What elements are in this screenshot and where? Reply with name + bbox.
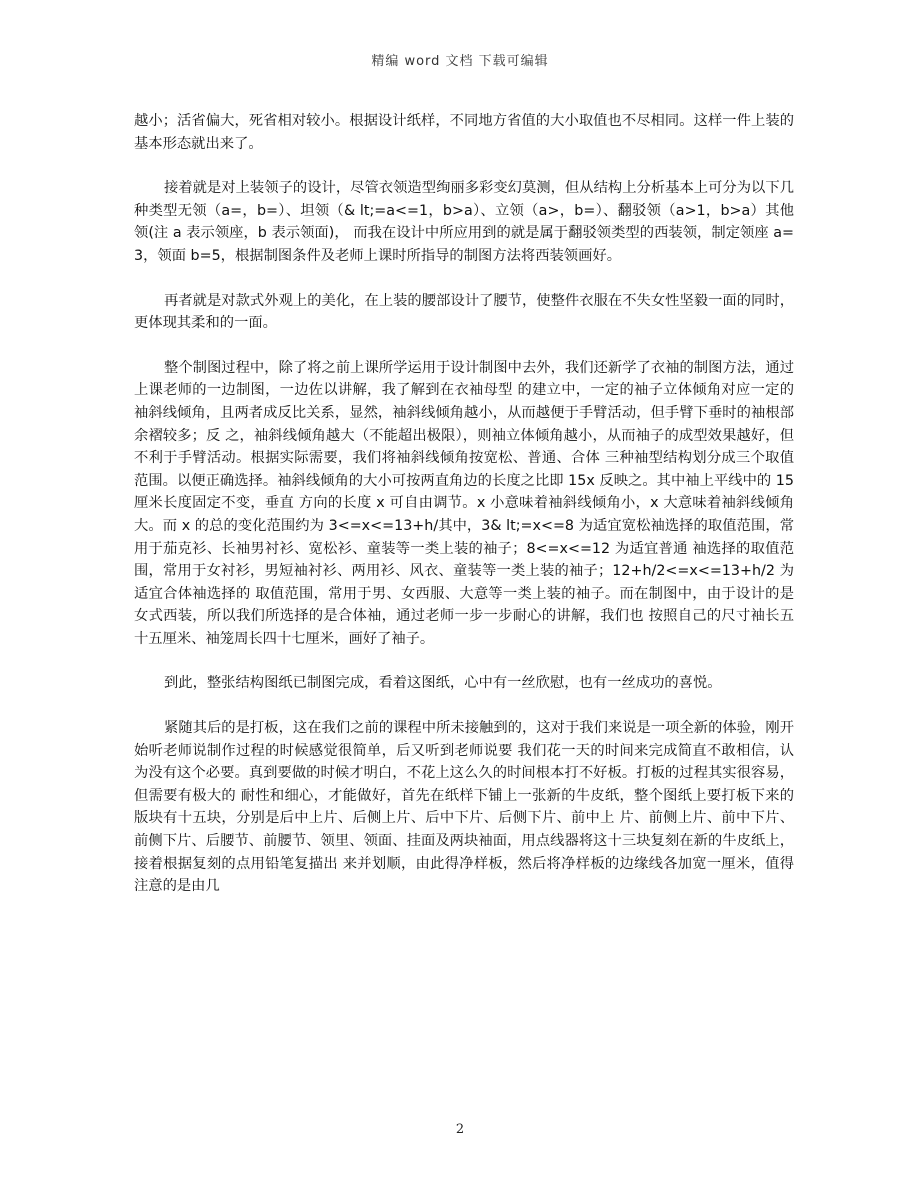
page-header: 精编 word 文档 下载可编辑: [371, 54, 549, 69]
paragraph-sleeve: [134, 357, 794, 651]
paragraph-text: 紧随其后的是打板，这在我们之前的课程中所未接触到的，这对于我们来说是一项全新的体验，刚开始听老师说制作过程的时候感觉很简单，后又听到老师说要 我们花一天的时间来完成简直不敢相信，认为没有这个必要。真到要做的时候才明白，不花上这么久的时间根本打不好板。打板的过程其实很容易，但需要有极大的 耐性和细心，才能做好，首先在纸样下铺上一张新的牛皮纸，整个图纸上要打板下来的版块有十五块，分别是后中上片、后侧上片、后中下片、后侧下片、前中上 片、前侧上片、前中下片、前侧下片、后腰节、前腰节、领里、领面、挂面及两块袖面，用点线器将这十三块复刻在新的牛皮纸上，接着根据复刻的点用铅笔复描出 来并划顺，由此得净样板，然后将净样板的边缘线各加宽一厘米，值得注意的是由几: [134, 720, 794, 895]
paragraph-text: 越小；活省偏大，死省相对较小。根据设计纸样，不同地方省值的大小取值也不尽相同。这样一件上装的基本形态就出来了。: [134, 113, 794, 152]
paragraph-text: 接着就是对上装领子的设计，尽管衣领造型绚丽多彩变幻莫测，但从结构上分析基本上可分为以下几种类型无领（a=，b=）、坦领（& lt;=a<=1，b>a）、立领（a>，b=）、翻驳领（a>1，b>a）其他领(注 a 表示领座，b 表示领面)， 而我在设计中所应用到的就是属于翻驳领类型的西装领，制定领座 a=3，领面 b=5，根据制图条件及老师上课时所指导的制图方法将西装领画好。: [134, 180, 794, 264]
document-body: [134, 110, 794, 920]
paragraph-completion: [134, 672, 794, 695]
paragraph-text: 到此，整张结构图纸已制图完成，看着这图纸，心中有一丝欣慰，也有一丝成功的喜悦。: [164, 675, 722, 692]
paragraph-text: 再者就是对款式外观上的美化，在上装的腰部设计了腰节，使整件衣服在不失女性坚毅一面的同时，更体现其柔和的一面。: [134, 292, 794, 332]
paragraph-text: 整个制图过程中，除了将之前上课所学运用于设计制图中去外，我们还新学了衣袖的制图方法，通过上课老师的一边制图，一边佐以讲解，我了解到在衣袖母型 的建立中，一定的袖子立体倾角对应一定的袖斜线倾角，且两者成反比关系，显然，袖斜线倾角越小，从而越便于手臂活动，但手臂下垂时的袖根部余褶较多；反 之，袖斜线倾角越大（不能超出极限），则袖立体倾角越小，从而袖子的成型效果越好，但不利于手臂活动。根据实际需要，我们将袖斜线倾角按宽松、普通、合体 三种袖型结构划分成三个取值范围。以便正确选择。袖斜线倾角的大小可按两直角边的长度之比即 15x 反映之。其中袖上平线中的 15 厘米长度固定不变，垂直 方向的长度 x 可自由调节。x 小意味着袖斜线倾角小，x 大意味着袖斜线倾角大。而 x 的总的变化范围约为 3<=x<=13+h/其中，3& lt;=x<=8 为适宜宽松袖选择的取值范围，常用于茄克衫、长袖男衬衫、宽松衫、童装等一类上装的袖子；8<=x<=12 为适宜普通 袖选择的取值范围，常用于女衬衫，男短袖衬衫、两用衫、风衣、童装等一类上装的袖子；12+h/2<=x<=13+h/2 为适宜合体袖选择的 取值范围，常用于男、女西服、大意等一类上装的袖子。而在制图中，由于设计的是女式西装，所以我们所选择的是合体袖，通过老师一步一步耐心的讲解，我们也 按照自己的尺寸袖长五十五厘米、袖笼周长四十七厘米，画好了袖子。: [134, 359, 794, 647]
paragraph-pattern-making: [134, 717, 794, 898]
paragraph-waist: [134, 290, 794, 335]
paragraph-darts: [134, 110, 794, 155]
page-number: 2: [455, 1122, 465, 1137]
paragraph-collar: [134, 177, 794, 267]
